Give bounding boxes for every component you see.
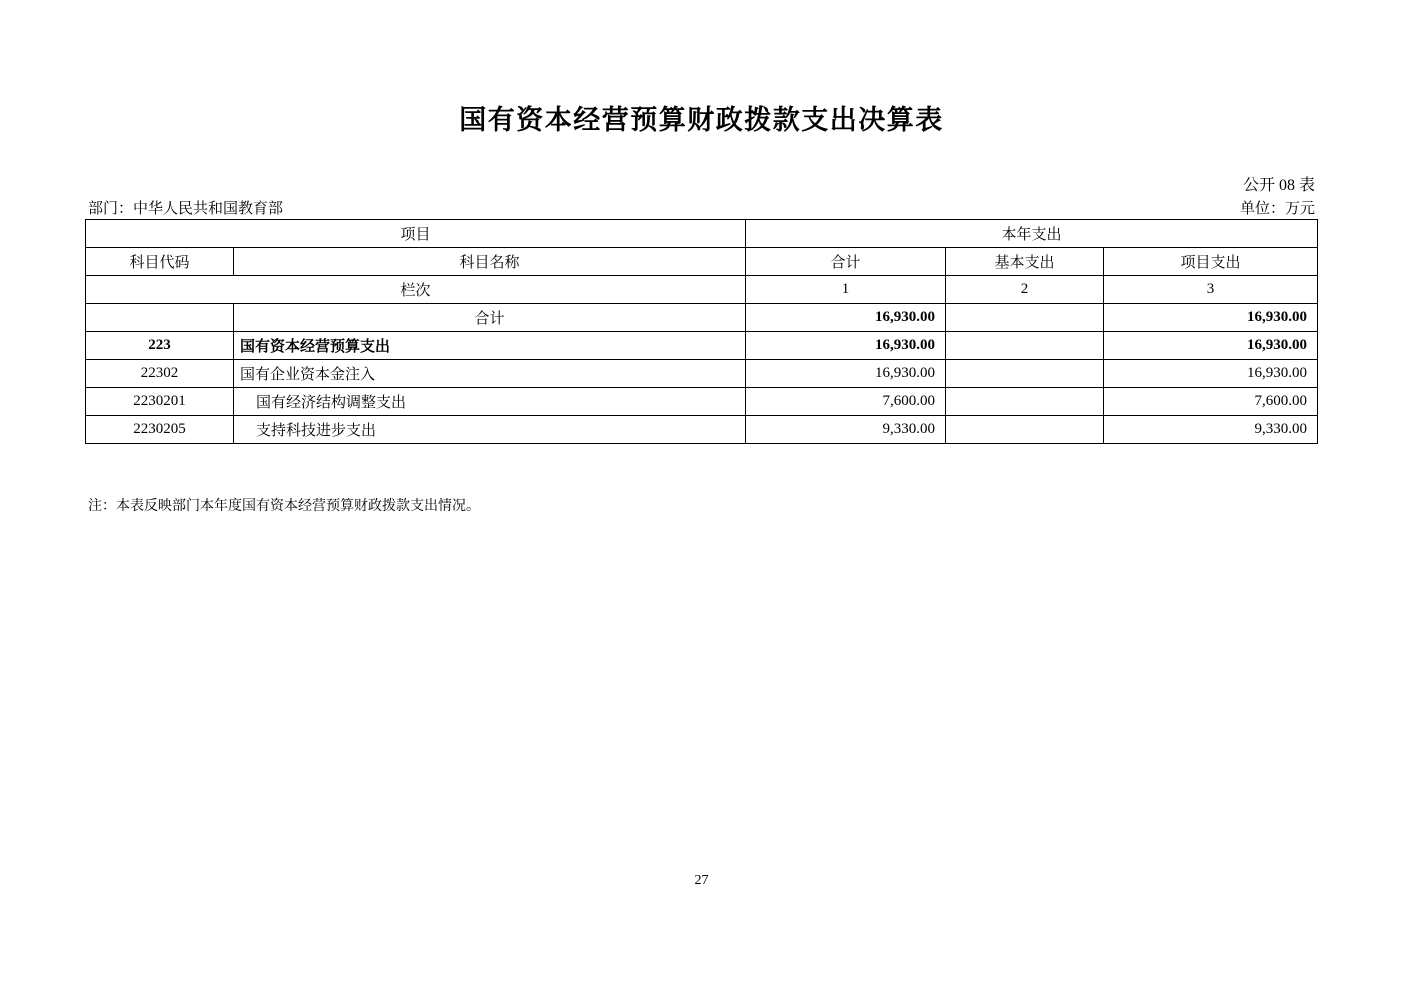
page-title: 国有资本经营预算财政拨款支出决算表 — [459, 105, 944, 136]
table-note: 注：本表反映部门本年度国有资本经营预算财政拨款支出情况。 — [88, 499, 480, 514]
row-basic — [946, 360, 1104, 388]
col-header-total: 合计 — [746, 248, 946, 276]
row-code: 2230201 — [86, 388, 234, 416]
row-project: 16,930.00 — [1104, 332, 1318, 360]
col-header-project: 项目支出 — [1104, 248, 1318, 276]
row-name: 国有经济结构调整支出 — [234, 388, 746, 416]
department-label: 部门：中华人民共和国教育部 — [88, 201, 284, 217]
row-total: 7,600.00 — [746, 388, 946, 416]
row-project: 16,930.00 — [1104, 304, 1318, 332]
unit-label: 单位：万元 — [1239, 201, 1315, 217]
row-code — [86, 304, 234, 332]
row-name: 支持科技进步支出 — [234, 416, 746, 444]
column-index-label: 栏次 — [86, 276, 746, 304]
column-index-1: 1 — [746, 276, 946, 304]
row-name: 国有资本经营预算支出 — [234, 332, 746, 360]
row-total: 9,330.00 — [746, 416, 946, 444]
row-project: 16,930.00 — [1104, 360, 1318, 388]
row-code: 2230205 — [86, 416, 234, 444]
row-code: 223 — [86, 332, 234, 360]
sheet-number: 公开 08 表 — [1242, 177, 1315, 194]
table-row — [86, 304, 1318, 332]
table-row — [86, 332, 1318, 360]
col-header-name: 科目名称 — [234, 248, 746, 276]
row-basic — [946, 332, 1104, 360]
row-basic — [946, 388, 1104, 416]
row-project: 7,600.00 — [1104, 388, 1318, 416]
table-group-header-row — [86, 220, 1318, 248]
col-header-basic: 基本支出 — [946, 248, 1104, 276]
row-total: 16,930.00 — [746, 332, 946, 360]
table-row — [86, 388, 1318, 416]
table-row — [86, 416, 1318, 444]
row-name: 合计 — [234, 304, 746, 332]
column-index-3: 3 — [1104, 276, 1318, 304]
row-basic — [946, 304, 1104, 332]
group-header-expenditure: 本年支出 — [746, 220, 1318, 248]
col-header-code: 科目代码 — [86, 248, 234, 276]
row-name: 国有企业资本金注入 — [234, 360, 746, 388]
row-project: 9,330.00 — [1104, 416, 1318, 444]
table-column-header-row — [86, 248, 1318, 276]
budget-table — [85, 219, 1318, 444]
table-column-index-row — [86, 276, 1318, 304]
row-basic — [946, 416, 1104, 444]
group-header-item: 项目 — [86, 220, 746, 248]
row-code: 22302 — [86, 360, 234, 388]
table-row — [86, 360, 1318, 388]
row-total: 16,930.00 — [746, 360, 946, 388]
page-number: 27 — [694, 873, 709, 888]
column-index-2: 2 — [946, 276, 1104, 304]
row-total: 16,930.00 — [746, 304, 946, 332]
